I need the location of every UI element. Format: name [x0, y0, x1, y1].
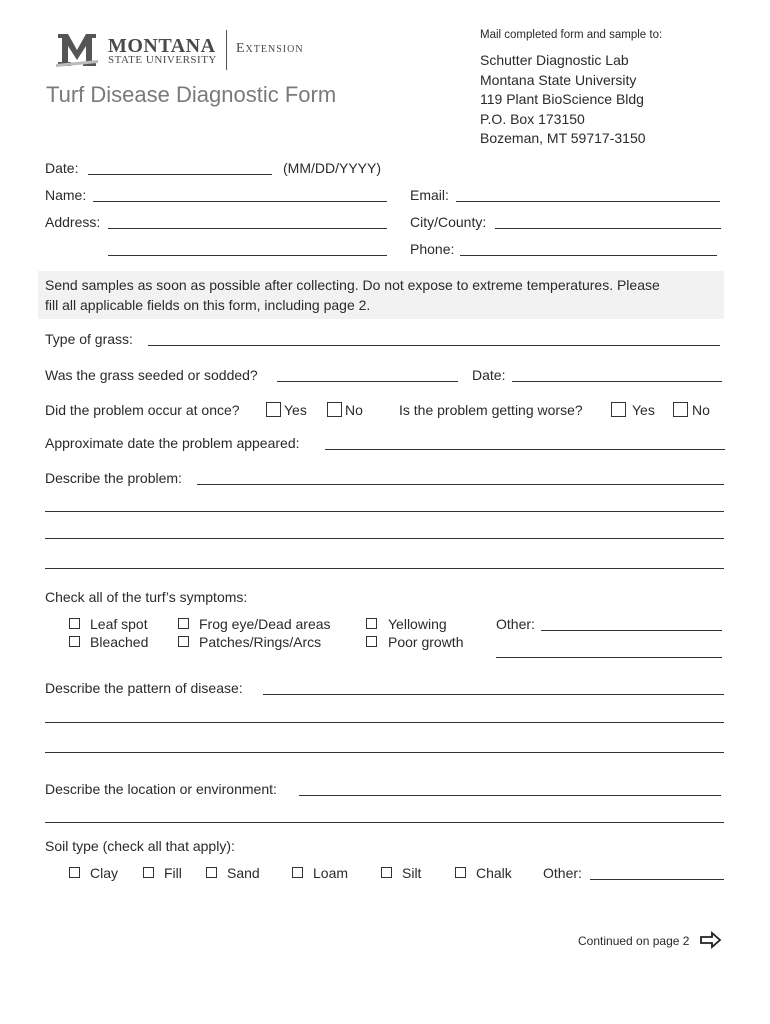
instructions-line: Send samples as soon as possible after collecting. Do not expose to extreme temperatures. Please — [45, 277, 660, 293]
address-line: 119 Plant BioScience Bldg — [480, 91, 644, 107]
poor-growth-label: Poor growth — [388, 634, 464, 650]
fill-checkbox[interactable] — [143, 867, 154, 878]
sand-label: Sand — [227, 865, 260, 881]
approx-date-label: Approximate date the problem appeared: — [45, 435, 300, 451]
address-line: Schutter Diagnostic Lab — [480, 52, 629, 68]
at-once-yes-label: Yes — [284, 402, 307, 418]
address-field[interactable] — [108, 228, 387, 229]
worse-yes-checkbox[interactable] — [611, 402, 626, 417]
yellowing-label: Yellowing — [388, 616, 447, 632]
leaf-spot-checkbox[interactable] — [69, 618, 80, 629]
soil-other-field[interactable] — [590, 879, 724, 880]
pattern-label: Describe the pattern of disease: — [45, 680, 243, 696]
getting-worse-label: Is the problem getting worse? — [399, 402, 583, 418]
symptoms-other-line[interactable] — [496, 657, 722, 658]
msu-logo-icon — [56, 30, 98, 70]
instructions-box — [38, 271, 724, 319]
pattern-line[interactable] — [45, 722, 724, 723]
logo-extension: Extension — [236, 41, 304, 56]
pattern-line[interactable] — [45, 752, 724, 753]
email-field[interactable] — [456, 201, 720, 202]
at-once-yes-checkbox[interactable] — [266, 402, 281, 417]
silt-label: Silt — [402, 865, 422, 881]
symptoms-other-field[interactable] — [541, 630, 722, 631]
logo-divider — [226, 30, 227, 70]
logo-name: MONTANA — [108, 35, 216, 57]
patches-checkbox[interactable] — [178, 636, 189, 647]
symptoms-title: Check all of the turf’s symptoms: — [45, 589, 248, 605]
seeded-date-field[interactable] — [512, 381, 722, 382]
loam-label: Loam — [313, 865, 349, 881]
instructions-line: fill all applicable fields on this form, including page 2. — [45, 297, 371, 313]
soil-title: Soil type (check all that apply): — [45, 838, 235, 854]
chalk-label: Chalk — [476, 865, 512, 881]
form-title: Turf Disease Diagnostic Form — [46, 82, 337, 107]
city-county-field[interactable] — [495, 228, 721, 229]
symptoms-other-label: Other: — [496, 616, 535, 632]
location-label: Describe the location or environment: — [45, 781, 277, 797]
silt-checkbox[interactable] — [381, 867, 392, 878]
soil-other-label: Other: — [543, 865, 582, 881]
continued-note: Continued on page 2 — [578, 934, 690, 948]
address-line: Montana State University — [480, 71, 637, 88]
location-field[interactable] — [299, 795, 721, 796]
worse-no-label: No — [692, 402, 710, 418]
clay-label: Clay — [90, 865, 119, 881]
at-once-no-label: No — [345, 402, 363, 418]
describe-problem-label: Describe the problem: — [45, 470, 182, 486]
bleached-checkbox[interactable] — [69, 636, 80, 647]
leaf-spot-label: Leaf spot — [90, 616, 148, 632]
describe-problem-line[interactable] — [45, 538, 724, 539]
sand-checkbox[interactable] — [206, 867, 217, 878]
date-field[interactable] — [88, 174, 272, 175]
describe-problem-line[interactable] — [45, 568, 724, 569]
describe-problem-field[interactable] — [197, 484, 724, 485]
describe-problem-line[interactable] — [45, 511, 724, 512]
at-once-no-checkbox[interactable] — [327, 402, 342, 417]
grass-type-label: Type of grass: — [45, 331, 133, 347]
bleached-label: Bleached — [90, 634, 149, 650]
email-label: Email: — [410, 187, 449, 203]
arrow-right-icon — [700, 931, 722, 949]
yellowing-checkbox[interactable] — [366, 618, 377, 629]
frog-eye-label: Frog eye/Dead areas — [199, 616, 331, 632]
address-label: Address: — [45, 214, 101, 230]
pattern-field[interactable] — [263, 694, 724, 695]
phone-label: Phone: — [410, 241, 455, 257]
logo-subtitle: STATE UNIVERSITY — [108, 54, 217, 66]
seeded-sodded-label: Was the grass seeded or sodded? — [45, 367, 258, 383]
city-county-label: City/County: — [410, 214, 487, 230]
name-label: Name: — [45, 187, 87, 203]
worse-no-checkbox[interactable] — [673, 402, 688, 417]
poor-growth-checkbox[interactable] — [366, 636, 377, 647]
frog-eye-checkbox[interactable] — [178, 618, 189, 629]
phone-field[interactable] — [460, 255, 717, 256]
mail-label: Mail completed form and sample to: — [480, 29, 663, 41]
name-field[interactable] — [93, 201, 387, 202]
date-label: Date: — [45, 160, 79, 176]
patches-label: Patches/Rings/Arcs — [199, 634, 322, 650]
chalk-checkbox[interactable] — [455, 867, 466, 878]
fill-label: Fill — [164, 865, 182, 881]
worse-yes-label: Yes — [632, 402, 655, 418]
approx-date-field[interactable] — [325, 449, 725, 450]
occur-at-once-label: Did the problem occur at once? — [45, 402, 240, 418]
address-field-line2[interactable] — [108, 255, 387, 256]
seeded-sodded-field[interactable] — [277, 381, 458, 382]
seeded-date-label: Date: — [472, 367, 506, 383]
grass-type-field[interactable] — [148, 345, 720, 346]
clay-checkbox[interactable] — [69, 867, 80, 878]
address-line: P.O. Box 173150 — [480, 110, 585, 127]
loam-checkbox[interactable] — [292, 867, 303, 878]
location-line[interactable] — [45, 822, 724, 823]
address-line: Bozeman, MT 59717-3150 — [480, 130, 646, 146]
date-format-hint: (MM/DD/YYYY) — [283, 160, 381, 176]
